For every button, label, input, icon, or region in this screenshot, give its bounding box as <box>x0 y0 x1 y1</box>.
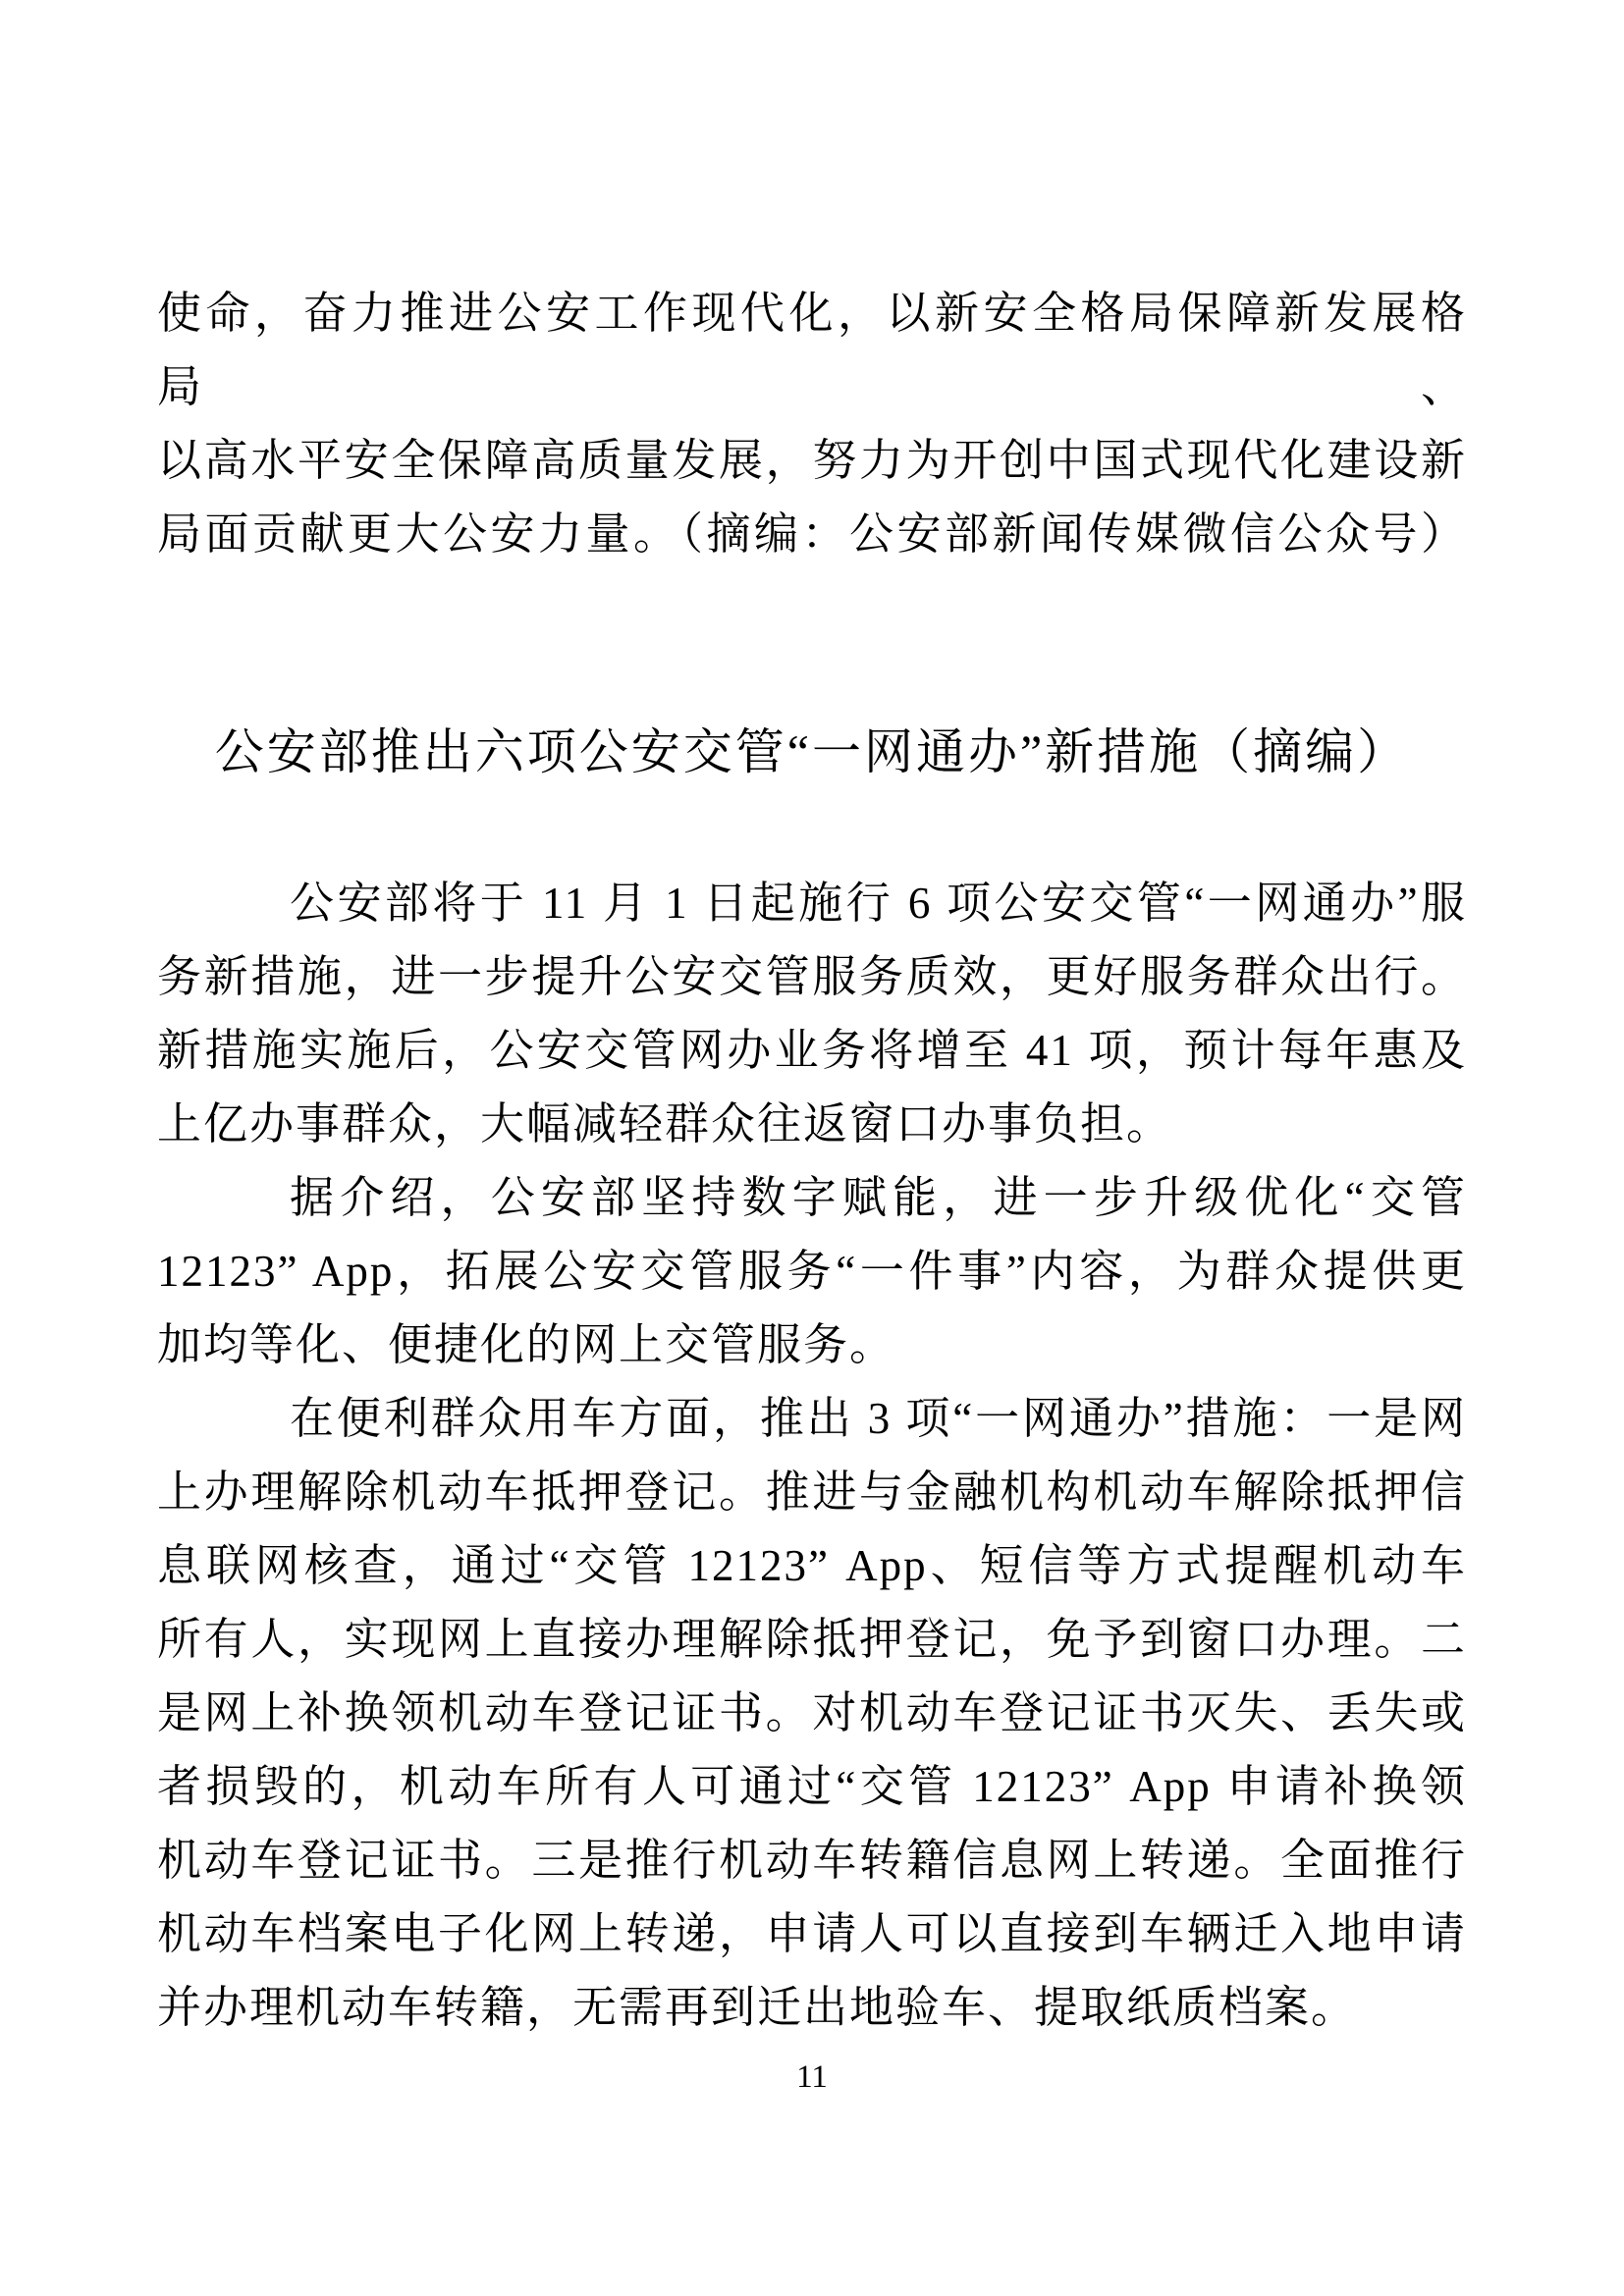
text-line: 所有人，实现网上直接办理解除抵押登记，免予到窗口办理。二 <box>157 1615 1467 1664</box>
text-line: 是网上补换领机动车登记证书。对机动车登记证书灭失、丢失或 <box>157 1688 1467 1737</box>
article-heading: 公安部推出六项公安交管“一网通办”新措施（摘编） <box>214 724 1410 779</box>
text-line: 新措施实施后，公安交管网办业务将增至 41 项，预计每年惠及 <box>157 1026 1467 1075</box>
text-line: 加均等化、便捷化的网上交管服务。 <box>157 1320 896 1369</box>
text-line: 并办理机动车转籍，无需再到迁出地验车、提取纸质档案。 <box>157 1983 1358 2032</box>
text-line: 机动车登记证书。三是推行机动车转籍信息网上转递。全面推行 <box>157 1836 1467 1885</box>
text-line: 者损毁的，机动车所有人可通过“交管 12123” App 申请补换领 <box>157 1762 1467 1811</box>
text-line: 使命，奋力推进公安工作现代化，以新安全格局保障新发展格局、 <box>157 289 1467 411</box>
text-line: 机动车档案电子化网上转递，申请人可以直接到车辆迁入地申请 <box>157 1909 1467 1958</box>
text-line: 上亿办事群众，大幅减轻群众往返窗口办事负担。 <box>157 1099 1173 1148</box>
paragraph <box>157 867 1467 1161</box>
text-line: 局面贡献更大公安力量。（摘编：公安部新闻传媒微信公众号） <box>157 509 1467 559</box>
page-number: 11 <box>796 2059 828 2095</box>
text-line: 在便利群众用车方面，推出 3 项“一网通办”措施：一是网 <box>290 1394 1467 1443</box>
paragraph <box>157 1382 1467 2045</box>
text-line: 12123” App，拓展公安交管服务“一件事”内容，为群众提供更 <box>157 1247 1467 1296</box>
text-line: 息联网核查，通过“交管 12123” App、短信等方式提醒机动车 <box>157 1541 1467 1590</box>
text-line: 上办理解除机动车抵押登记。推进与金融机构机动车解除抵押信 <box>157 1468 1467 1517</box>
text-line: 据介绍，公安部坚持数字赋能，进一步升级优化“交管 <box>290 1173 1467 1222</box>
text-line: 公安部将于 11 月 1 日起施行 6 项公安交管“一网通办”服 <box>290 879 1467 928</box>
text-line: 务新措施，进一步提升公安交管服务质效，更好服务群众出行。 <box>157 952 1467 1001</box>
page-content <box>157 0 1467 2045</box>
closing-paragraph <box>157 277 1467 571</box>
text-line: 以高水平安全保障高质量发展，努力为开创中国式现代化建设新 <box>157 436 1467 485</box>
paragraph <box>157 1161 1467 1382</box>
